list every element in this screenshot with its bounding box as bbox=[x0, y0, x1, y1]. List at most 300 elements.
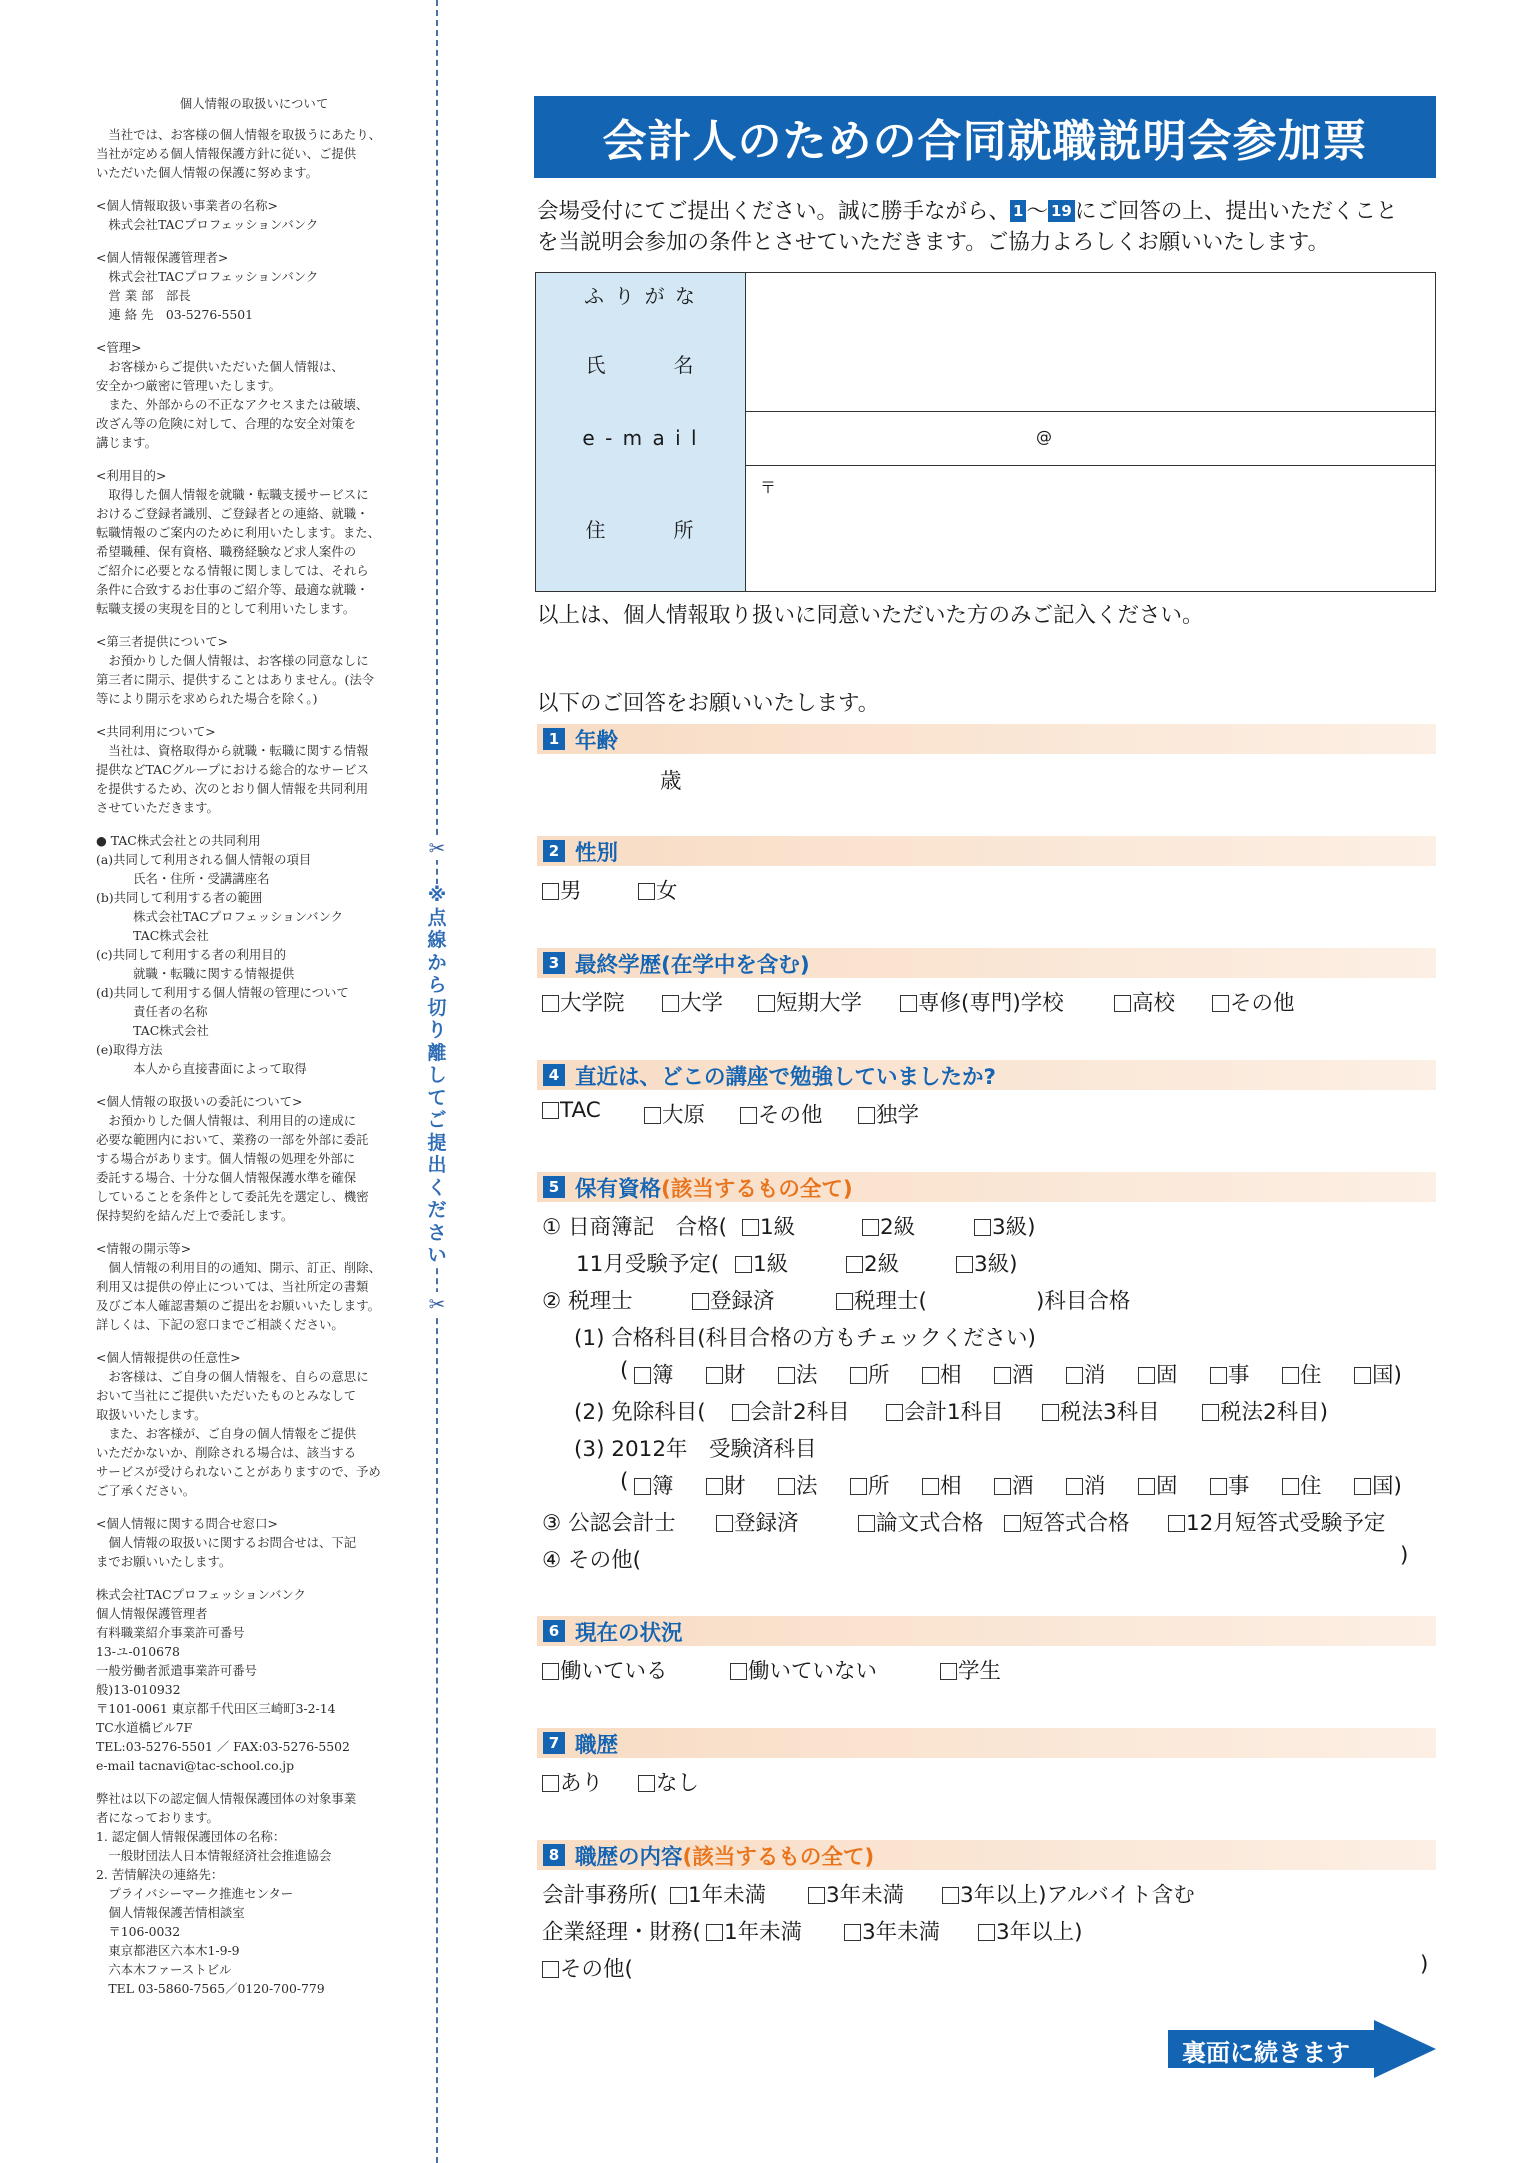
corporate-accounting-option[interactable] bbox=[844, 1915, 940, 1946]
checkbox[interactable] bbox=[778, 1367, 795, 1384]
accounting-firm-option[interactable] bbox=[942, 1878, 1195, 1909]
checkbox[interactable] bbox=[740, 1107, 757, 1124]
q8-number: 8 bbox=[543, 1844, 565, 1866]
school-option[interactable] bbox=[542, 1098, 601, 1123]
checkbox[interactable] bbox=[1354, 1478, 1371, 1495]
zeirishi-option[interactable] bbox=[692, 1284, 775, 1315]
privacy-line: 営 業 部 部長 bbox=[96, 288, 191, 303]
privacy-line: 個人情報保護管理者 bbox=[96, 1606, 208, 1621]
intro-text-a: 会場受付にてご提出ください。誠に勝手ながら、 bbox=[537, 199, 1011, 224]
email-row bbox=[536, 411, 1435, 465]
name-field[interactable] bbox=[746, 315, 1435, 411]
checkbox[interactable] bbox=[850, 1367, 867, 1384]
option-label: 男 bbox=[560, 879, 582, 904]
checkbox[interactable] bbox=[634, 1367, 651, 1384]
privacy-section bbox=[96, 196, 412, 234]
accounting-firm-option[interactable] bbox=[808, 1878, 904, 1909]
privacy-section bbox=[96, 831, 412, 1078]
option-label: 2級 bbox=[864, 1252, 900, 1277]
checkbox[interactable] bbox=[706, 1367, 723, 1384]
option-label: 3年以上) bbox=[996, 1920, 1083, 1945]
q7-title: 職歴 bbox=[575, 1732, 619, 1758]
cut-line-char: か bbox=[427, 951, 447, 974]
privacy-line: する場合があります。個人情報の処理を外部に bbox=[96, 1151, 356, 1166]
subject-option[interactable] bbox=[994, 1469, 1034, 1500]
checkbox[interactable] bbox=[1042, 1404, 1059, 1421]
gender-option-female[interactable] bbox=[638, 874, 678, 905]
subject-option[interactable] bbox=[1282, 1469, 1322, 1500]
privacy-line: <情報の開示等> bbox=[96, 1241, 192, 1256]
status-option[interactable] bbox=[940, 1654, 1001, 1685]
subject-option[interactable] bbox=[1066, 1469, 1106, 1500]
email-at-sign: @ bbox=[1036, 427, 1052, 446]
cut-line-char: さ bbox=[427, 1221, 447, 1244]
privacy-line: 当社は、資格取得から就職・転職に関する情報 bbox=[96, 743, 369, 758]
subject-option[interactable] bbox=[922, 1358, 962, 1389]
privacy-line: させていただきます。 bbox=[96, 800, 219, 815]
other-career-option[interactable] bbox=[542, 1952, 633, 1983]
privacy-line: <共同利用について> bbox=[96, 724, 216, 739]
checkbox[interactable] bbox=[542, 995, 559, 1012]
privacy-line: 必要な範囲内において、業務の一部を外部に委託 bbox=[96, 1132, 369, 1147]
checkbox[interactable] bbox=[942, 1887, 959, 1904]
cut-line-char: 提 bbox=[427, 1131, 447, 1154]
option-label: 3年以上)アルバイト含む bbox=[960, 1883, 1195, 1908]
q5-number: 5 bbox=[543, 1176, 565, 1198]
privacy-line: 安全かつ厳密に管理いたします。 bbox=[96, 378, 281, 393]
education-option[interactable] bbox=[900, 986, 1064, 1017]
option-label: 国) bbox=[1372, 1474, 1402, 1499]
other-qualification-label: ④ その他( bbox=[542, 1548, 641, 1573]
privacy-line: 転職情報のご案内のために利用いたします。また、 bbox=[96, 525, 380, 540]
privacy-section bbox=[96, 1348, 412, 1500]
privacy-line: 及びご本人確認書類のご提出をお願いいたします。 bbox=[96, 1298, 380, 1313]
privacy-line: (b)共同して利用する者の範囲 bbox=[96, 890, 263, 905]
privacy-line: 本人から直接書面によって取得 bbox=[96, 1061, 307, 1076]
boki-option[interactable] bbox=[742, 1210, 795, 1241]
privacy-line: 株式会社TACプロフェッションバンク bbox=[96, 1587, 306, 1602]
option-label: 3級) bbox=[974, 1252, 1018, 1277]
privacy-line: 〒106-0032 bbox=[96, 1924, 181, 1939]
privacy-section bbox=[96, 248, 412, 324]
privacy-line: TAC株式会社 bbox=[96, 1023, 209, 1038]
checkbox[interactable] bbox=[858, 1107, 875, 1124]
career-option[interactable] bbox=[638, 1766, 699, 1797]
checkbox[interactable] bbox=[670, 1887, 687, 1904]
option-label: 1年未満 bbox=[724, 1920, 803, 1945]
privacy-line: ご紹介に必要となる情報に関しましては、それら bbox=[96, 563, 369, 578]
question-number-badge: 1 bbox=[1010, 200, 1026, 222]
subject-option[interactable] bbox=[994, 1358, 1034, 1389]
option-label: なし bbox=[656, 1771, 700, 1796]
school-option[interactable] bbox=[740, 1098, 823, 1129]
checkbox[interactable] bbox=[886, 1404, 903, 1421]
privacy-line: サービスが受けられないことがありますので、予め bbox=[96, 1464, 381, 1479]
checkbox[interactable] bbox=[644, 1107, 661, 1124]
status-option[interactable] bbox=[730, 1654, 877, 1685]
option-label: 固 bbox=[1156, 1474, 1178, 1499]
subject-option[interactable] bbox=[634, 1358, 674, 1389]
option-label: 相 bbox=[940, 1474, 962, 1499]
boki-label: ① 日商簿記 合格( bbox=[542, 1215, 727, 1240]
accounting-firm-label: 会計事務所( bbox=[542, 1883, 658, 1908]
option-label: 事 bbox=[1228, 1474, 1250, 1499]
checkbox[interactable] bbox=[900, 995, 917, 1012]
q1-header bbox=[537, 724, 1436, 754]
subject-option[interactable] bbox=[1138, 1358, 1178, 1389]
checkbox[interactable] bbox=[542, 883, 559, 900]
q2-header bbox=[537, 836, 1436, 866]
privacy-line: 等により開示を求められた場合を除く。) bbox=[96, 691, 318, 706]
privacy-line: (d)共同して利用する個人情報の管理について bbox=[96, 985, 349, 1000]
q1-title: 年齢 bbox=[575, 728, 619, 754]
career-option[interactable] bbox=[542, 1766, 603, 1797]
education-option[interactable] bbox=[662, 986, 723, 1017]
privacy-section bbox=[96, 125, 412, 182]
privacy-line: 一般労働者派遣事業許可番号 bbox=[96, 1663, 258, 1678]
privacy-line: 2. 苦情解決の連絡先： bbox=[96, 1867, 224, 1882]
checkbox[interactable] bbox=[542, 1102, 559, 1119]
privacy-line: お預かりした個人情報は、利用目的の達成に bbox=[96, 1113, 357, 1128]
privacy-line: (c)共同して利用する者の利用目的 bbox=[96, 947, 287, 962]
privacy-line: <個人情報の取扱いの委託について> bbox=[96, 1094, 303, 1109]
privacy-line: <個人情報取扱い事業者の名称> bbox=[96, 198, 278, 213]
checkbox[interactable] bbox=[638, 1775, 655, 1792]
privacy-line: 個人情報保護苦情相談室 bbox=[96, 1905, 245, 1920]
q2-title: 性別 bbox=[575, 840, 619, 866]
checkbox[interactable] bbox=[1212, 995, 1229, 1012]
zeirishi-option[interactable] bbox=[836, 1284, 927, 1315]
subject-option[interactable] bbox=[1210, 1358, 1250, 1389]
checkbox[interactable] bbox=[922, 1367, 939, 1384]
q3-header bbox=[537, 948, 1436, 978]
cut-line-char: く bbox=[427, 1176, 447, 1199]
checkbox[interactable] bbox=[1138, 1478, 1155, 1495]
paren-open: ( bbox=[620, 1469, 629, 1494]
privacy-line: ご了承ください。 bbox=[96, 1483, 196, 1498]
boki-option[interactable] bbox=[974, 1210, 1036, 1241]
cut-line-char: て bbox=[427, 1086, 447, 1109]
checkbox[interactable] bbox=[1114, 995, 1131, 1012]
checkbox[interactable] bbox=[542, 1775, 559, 1792]
privacy-line: 般)13-010932 bbox=[96, 1682, 181, 1697]
privacy-line: 個人情報の利用目的の通知、開示、訂正、削除、 bbox=[96, 1260, 381, 1275]
checkbox[interactable] bbox=[940, 1663, 957, 1680]
checkbox[interactable] bbox=[758, 995, 775, 1012]
boki-schedule-option[interactable] bbox=[735, 1247, 788, 1278]
checkbox[interactable] bbox=[1210, 1478, 1227, 1495]
checkbox[interactable] bbox=[1282, 1367, 1299, 1384]
privacy-line: を提供するため、次のとおり個人情報を共同利用 bbox=[96, 781, 369, 796]
cut-line-char: ら bbox=[427, 974, 447, 996]
q2-number: 2 bbox=[543, 840, 565, 862]
privacy-line: 株式会社TACプロフェッションバンク bbox=[96, 217, 319, 232]
option-label: 住 bbox=[1300, 1474, 1322, 1499]
privacy-line: 東京都港区六本木1-9-9 bbox=[96, 1943, 240, 1958]
cpa-option[interactable] bbox=[1168, 1506, 1385, 1537]
furigana-row bbox=[536, 273, 1435, 315]
privacy-line: 氏名・住所・受講講座名 bbox=[96, 871, 270, 886]
option-label: 学生 bbox=[958, 1659, 1002, 1684]
privacy-line: 第三者に開示、提供することはありません。(法令 bbox=[96, 672, 375, 687]
subject-option[interactable] bbox=[1354, 1469, 1402, 1500]
checkbox[interactable] bbox=[922, 1478, 939, 1495]
option-label: 高校 bbox=[1132, 991, 1176, 1016]
privacy-line: 者になっております。 bbox=[96, 1810, 219, 1825]
email-label: e - m a i l bbox=[536, 411, 746, 465]
option-label: その他 bbox=[1230, 991, 1295, 1016]
checkbox[interactable] bbox=[844, 1924, 861, 1941]
checkbox[interactable] bbox=[850, 1478, 867, 1495]
boki-schedule-option[interactable] bbox=[846, 1247, 899, 1278]
option-label: TAC bbox=[560, 1098, 601, 1123]
subject-option[interactable] bbox=[1210, 1469, 1250, 1500]
checkbox[interactable] bbox=[1066, 1367, 1083, 1384]
option-label: 2級 bbox=[880, 1215, 916, 1240]
q5-title: 保有資格 bbox=[575, 1176, 662, 1202]
checkbox[interactable] bbox=[1066, 1478, 1083, 1495]
subject-option[interactable] bbox=[1354, 1358, 1402, 1389]
checkbox[interactable] bbox=[846, 1256, 863, 1273]
checkbox[interactable] bbox=[634, 1478, 651, 1495]
checkbox[interactable] bbox=[706, 1478, 723, 1495]
subject-option[interactable] bbox=[706, 1469, 746, 1500]
scissors-icon: ✂ bbox=[425, 836, 449, 860]
checkbox[interactable] bbox=[706, 1924, 723, 1941]
checkbox[interactable] bbox=[542, 1663, 559, 1680]
checkbox[interactable] bbox=[994, 1478, 1011, 1495]
corporate-accounting-option[interactable] bbox=[978, 1915, 1083, 1946]
subject-option[interactable] bbox=[634, 1469, 674, 1500]
paren-close: ) bbox=[1400, 1543, 1409, 1568]
checkbox[interactable] bbox=[542, 1961, 559, 1978]
address-field[interactable] bbox=[746, 465, 1435, 591]
subject-option[interactable] bbox=[778, 1469, 818, 1500]
privacy-section bbox=[96, 338, 412, 452]
option-label: 消 bbox=[1084, 1474, 1106, 1499]
privacy-line: 六本木ファーストビル bbox=[96, 1962, 232, 1977]
checkbox[interactable] bbox=[1282, 1478, 1299, 1495]
q4-header bbox=[537, 1060, 1436, 1090]
checkbox[interactable] bbox=[974, 1219, 991, 1236]
privacy-line: 弊社は以下の認定個人情報保護団体の対象事業 bbox=[96, 1791, 357, 1806]
subject-option[interactable] bbox=[1282, 1358, 1322, 1389]
postal-mark: 〒 bbox=[760, 478, 777, 497]
exempt-option[interactable] bbox=[732, 1395, 850, 1426]
cpa-option[interactable] bbox=[858, 1506, 984, 1537]
checkbox[interactable] bbox=[836, 1293, 853, 1310]
option-label: 短期大学 bbox=[776, 991, 863, 1016]
exempt-subjects-label: (2) 免除科目( bbox=[574, 1400, 706, 1425]
option-label: 会計1科目 bbox=[904, 1400, 1004, 1425]
cut-line-char: ご bbox=[427, 1109, 447, 1131]
option-label: 登録済 bbox=[710, 1289, 775, 1314]
option-label: 大原 bbox=[662, 1103, 706, 1128]
privacy-line: TAC株式会社 bbox=[96, 928, 209, 943]
accounting-firm-option[interactable] bbox=[670, 1878, 766, 1909]
checkbox[interactable] bbox=[1138, 1367, 1155, 1384]
privacy-line: いただかないか、削除される場合は、該当する bbox=[96, 1445, 357, 1460]
checkbox[interactable] bbox=[994, 1367, 1011, 1384]
furigana-field[interactable] bbox=[746, 273, 1435, 315]
address-label: 住 所 bbox=[536, 465, 746, 591]
privacy-section bbox=[96, 1789, 412, 1998]
subject-option[interactable] bbox=[850, 1358, 890, 1389]
checkbox[interactable] bbox=[735, 1256, 752, 1273]
subject-option[interactable] bbox=[778, 1358, 818, 1389]
email-field[interactable] bbox=[746, 411, 1435, 465]
checkbox[interactable] bbox=[662, 995, 679, 1012]
q5-note: (該当するもの全て) bbox=[661, 1176, 853, 1202]
gender-option-male[interactable] bbox=[542, 874, 582, 905]
option-label: 法 bbox=[796, 1474, 818, 1499]
cut-line-char: 線 bbox=[427, 929, 447, 951]
option-label: 会計2科目 bbox=[750, 1400, 850, 1425]
zeirishi-suffix: )科目合格 bbox=[1036, 1289, 1131, 1314]
exempt-option[interactable] bbox=[1042, 1395, 1160, 1426]
education-option[interactable] bbox=[1212, 986, 1295, 1017]
subject-option[interactable] bbox=[1138, 1469, 1178, 1500]
checkbox[interactable] bbox=[778, 1478, 795, 1495]
checkbox[interactable] bbox=[716, 1515, 733, 1532]
option-label: 3年未満 bbox=[862, 1920, 941, 1945]
passed-subjects-label: (1) 合格科目(科目合格の方もチェックください) bbox=[574, 1326, 1036, 1351]
checkbox[interactable] bbox=[742, 1219, 759, 1236]
checkbox[interactable] bbox=[1210, 1367, 1227, 1384]
privacy-line: 〒101-0061 東京都千代田区三崎町3-2-14 bbox=[96, 1701, 336, 1716]
privacy-line: TEL:03-5276-5501 ／ FAX:03-5276-5502 bbox=[96, 1739, 350, 1754]
furigana-label: ふ り が な bbox=[536, 273, 746, 315]
checkbox[interactable] bbox=[638, 883, 655, 900]
privacy-line: 株式会社TACプロフェッションバンク bbox=[96, 269, 319, 284]
option-label: 独学 bbox=[876, 1103, 920, 1128]
privacy-line: 連 絡 先 03-5276-5501 bbox=[96, 307, 254, 322]
privacy-line: また、外部からの不正なアクセスまたは破壊、 bbox=[96, 397, 369, 412]
school-option[interactable] bbox=[644, 1098, 705, 1129]
option-label: 12月短答式受験予定 bbox=[1186, 1511, 1386, 1536]
education-option[interactable] bbox=[1114, 986, 1175, 1017]
privacy-line: 有料職業紹介事業許可番号 bbox=[96, 1625, 245, 1640]
education-option[interactable] bbox=[542, 986, 625, 1017]
subject-option[interactable] bbox=[850, 1469, 890, 1500]
privacy-line: 保持契約を結んだ上で委託します。 bbox=[96, 1208, 294, 1223]
checkbox[interactable] bbox=[956, 1256, 973, 1273]
checkbox[interactable] bbox=[692, 1293, 709, 1310]
q8-note: (該当するもの全て) bbox=[682, 1844, 875, 1870]
q3-number: 3 bbox=[543, 952, 565, 974]
paren-close: ) bbox=[1420, 1952, 1429, 1977]
name-row bbox=[536, 315, 1435, 411]
q6-title: 現在の状況 bbox=[575, 1620, 683, 1646]
privacy-line: プライバシーマーク推進センター bbox=[96, 1886, 294, 1901]
option-label: 登録済 bbox=[734, 1511, 799, 1536]
checkbox[interactable] bbox=[978, 1924, 995, 1941]
checkbox[interactable] bbox=[730, 1663, 747, 1680]
checkbox[interactable] bbox=[862, 1219, 879, 1236]
education-option[interactable] bbox=[758, 986, 862, 1017]
option-label: 財 bbox=[724, 1363, 746, 1388]
q4-title: 直近は、どこの講座で勉強していましたか? bbox=[575, 1064, 996, 1090]
cut-line-char: 離 bbox=[427, 1041, 447, 1064]
subject-option[interactable] bbox=[922, 1469, 962, 1500]
privacy-line: <第三者提供について> bbox=[96, 634, 229, 649]
cut-line-char: 出 bbox=[427, 1154, 447, 1176]
option-label: 酒 bbox=[1012, 1474, 1034, 1499]
status-option[interactable] bbox=[542, 1654, 668, 1685]
privacy-line: <利用目的> bbox=[96, 468, 167, 483]
question-intro: 以下のご回答をお願いいたします。 bbox=[537, 691, 880, 716]
boki-schedule-label: 11月受験予定( bbox=[576, 1252, 720, 1277]
privacy-line: (e)取得方法 bbox=[96, 1042, 163, 1057]
cpa-option[interactable] bbox=[1004, 1506, 1130, 1537]
cpa-option[interactable] bbox=[716, 1506, 799, 1537]
option-label: 論文式合格 bbox=[876, 1511, 984, 1536]
option-label: 相 bbox=[940, 1363, 962, 1388]
intro-tilde: ～ bbox=[1026, 199, 1048, 224]
privacy-section bbox=[96, 1092, 412, 1225]
boki-option[interactable] bbox=[862, 1210, 915, 1241]
privacy-line: 当社が定める個人情報保護方針に従い、ご提供 bbox=[96, 146, 357, 161]
privacy-line: 一般財団法人日本情報経済社会推進協会 bbox=[96, 1848, 332, 1863]
boki-schedule-option[interactable] bbox=[956, 1247, 1018, 1278]
checkbox[interactable] bbox=[1004, 1515, 1021, 1532]
intro-text-c: を当説明会参加の条件とさせていただきます。ご協力よろしくお願いいたします。 bbox=[537, 230, 1330, 255]
option-label: 大学院 bbox=[560, 991, 625, 1016]
checkbox[interactable] bbox=[1354, 1367, 1371, 1384]
consent-note: 以上は、個人情報取り扱いに同意いただいた方のみご記入ください。 bbox=[537, 603, 1204, 628]
privacy-line: 責任者の名称 bbox=[96, 1004, 208, 1019]
privacy-line: 1. 認定個人情報保護団体の名称： bbox=[96, 1829, 286, 1844]
exempt-option[interactable] bbox=[1202, 1395, 1328, 1426]
checkbox[interactable] bbox=[1202, 1404, 1219, 1421]
cut-line-char: 点 bbox=[427, 906, 447, 929]
option-label: 働いている bbox=[560, 1659, 668, 1684]
q1-number: 1 bbox=[543, 728, 565, 750]
checkbox[interactable] bbox=[732, 1404, 749, 1421]
option-label: 所 bbox=[868, 1474, 890, 1499]
subject-option[interactable] bbox=[1066, 1358, 1106, 1389]
option-label: 住 bbox=[1300, 1363, 1322, 1388]
cut-line-char: し bbox=[427, 1064, 447, 1086]
privacy-line: <個人情報に関する問合せ窓口> bbox=[96, 1516, 278, 1531]
option-label: あり bbox=[560, 1771, 604, 1796]
privacy-line: までお願いいたします。 bbox=[96, 1554, 232, 1569]
q8-header bbox=[537, 1840, 1436, 1870]
school-option[interactable] bbox=[858, 1098, 919, 1129]
privacy-line: 利用又は提供の停止については、当社所定の書類 bbox=[96, 1279, 369, 1294]
scissors-icon: ✂ bbox=[425, 1292, 449, 1316]
checkbox[interactable] bbox=[808, 1887, 825, 1904]
corporate-accounting-option[interactable] bbox=[706, 1915, 802, 1946]
option-label: 税法2科目) bbox=[1220, 1400, 1329, 1425]
checkbox[interactable] bbox=[858, 1515, 875, 1532]
q8-title: 職歴の内容 bbox=[575, 1844, 683, 1870]
privacy-line: ● TAC株式会社との共同利用 bbox=[96, 833, 261, 848]
q6-header bbox=[537, 1616, 1436, 1646]
intro-text bbox=[537, 196, 1443, 258]
option-label: 大学 bbox=[680, 991, 724, 1016]
option-label: 法 bbox=[796, 1363, 818, 1388]
exempt-option[interactable] bbox=[886, 1395, 1004, 1426]
subject-option[interactable] bbox=[706, 1358, 746, 1389]
privacy-line: 希望職種、保有資格、職務経験など求人案件の bbox=[96, 544, 357, 559]
privacy-section bbox=[96, 1514, 412, 1571]
privacy-line: <個人情報提供の任意性> bbox=[96, 1350, 241, 1365]
checkbox[interactable] bbox=[1168, 1515, 1185, 1532]
option-label: 固 bbox=[1156, 1363, 1178, 1388]
privacy-line: 委託する場合、十分な個人情報保護水準を確保 bbox=[96, 1170, 357, 1185]
privacy-line: 条件に合致するお仕事のご紹介等、最適な就職・ bbox=[96, 582, 369, 597]
